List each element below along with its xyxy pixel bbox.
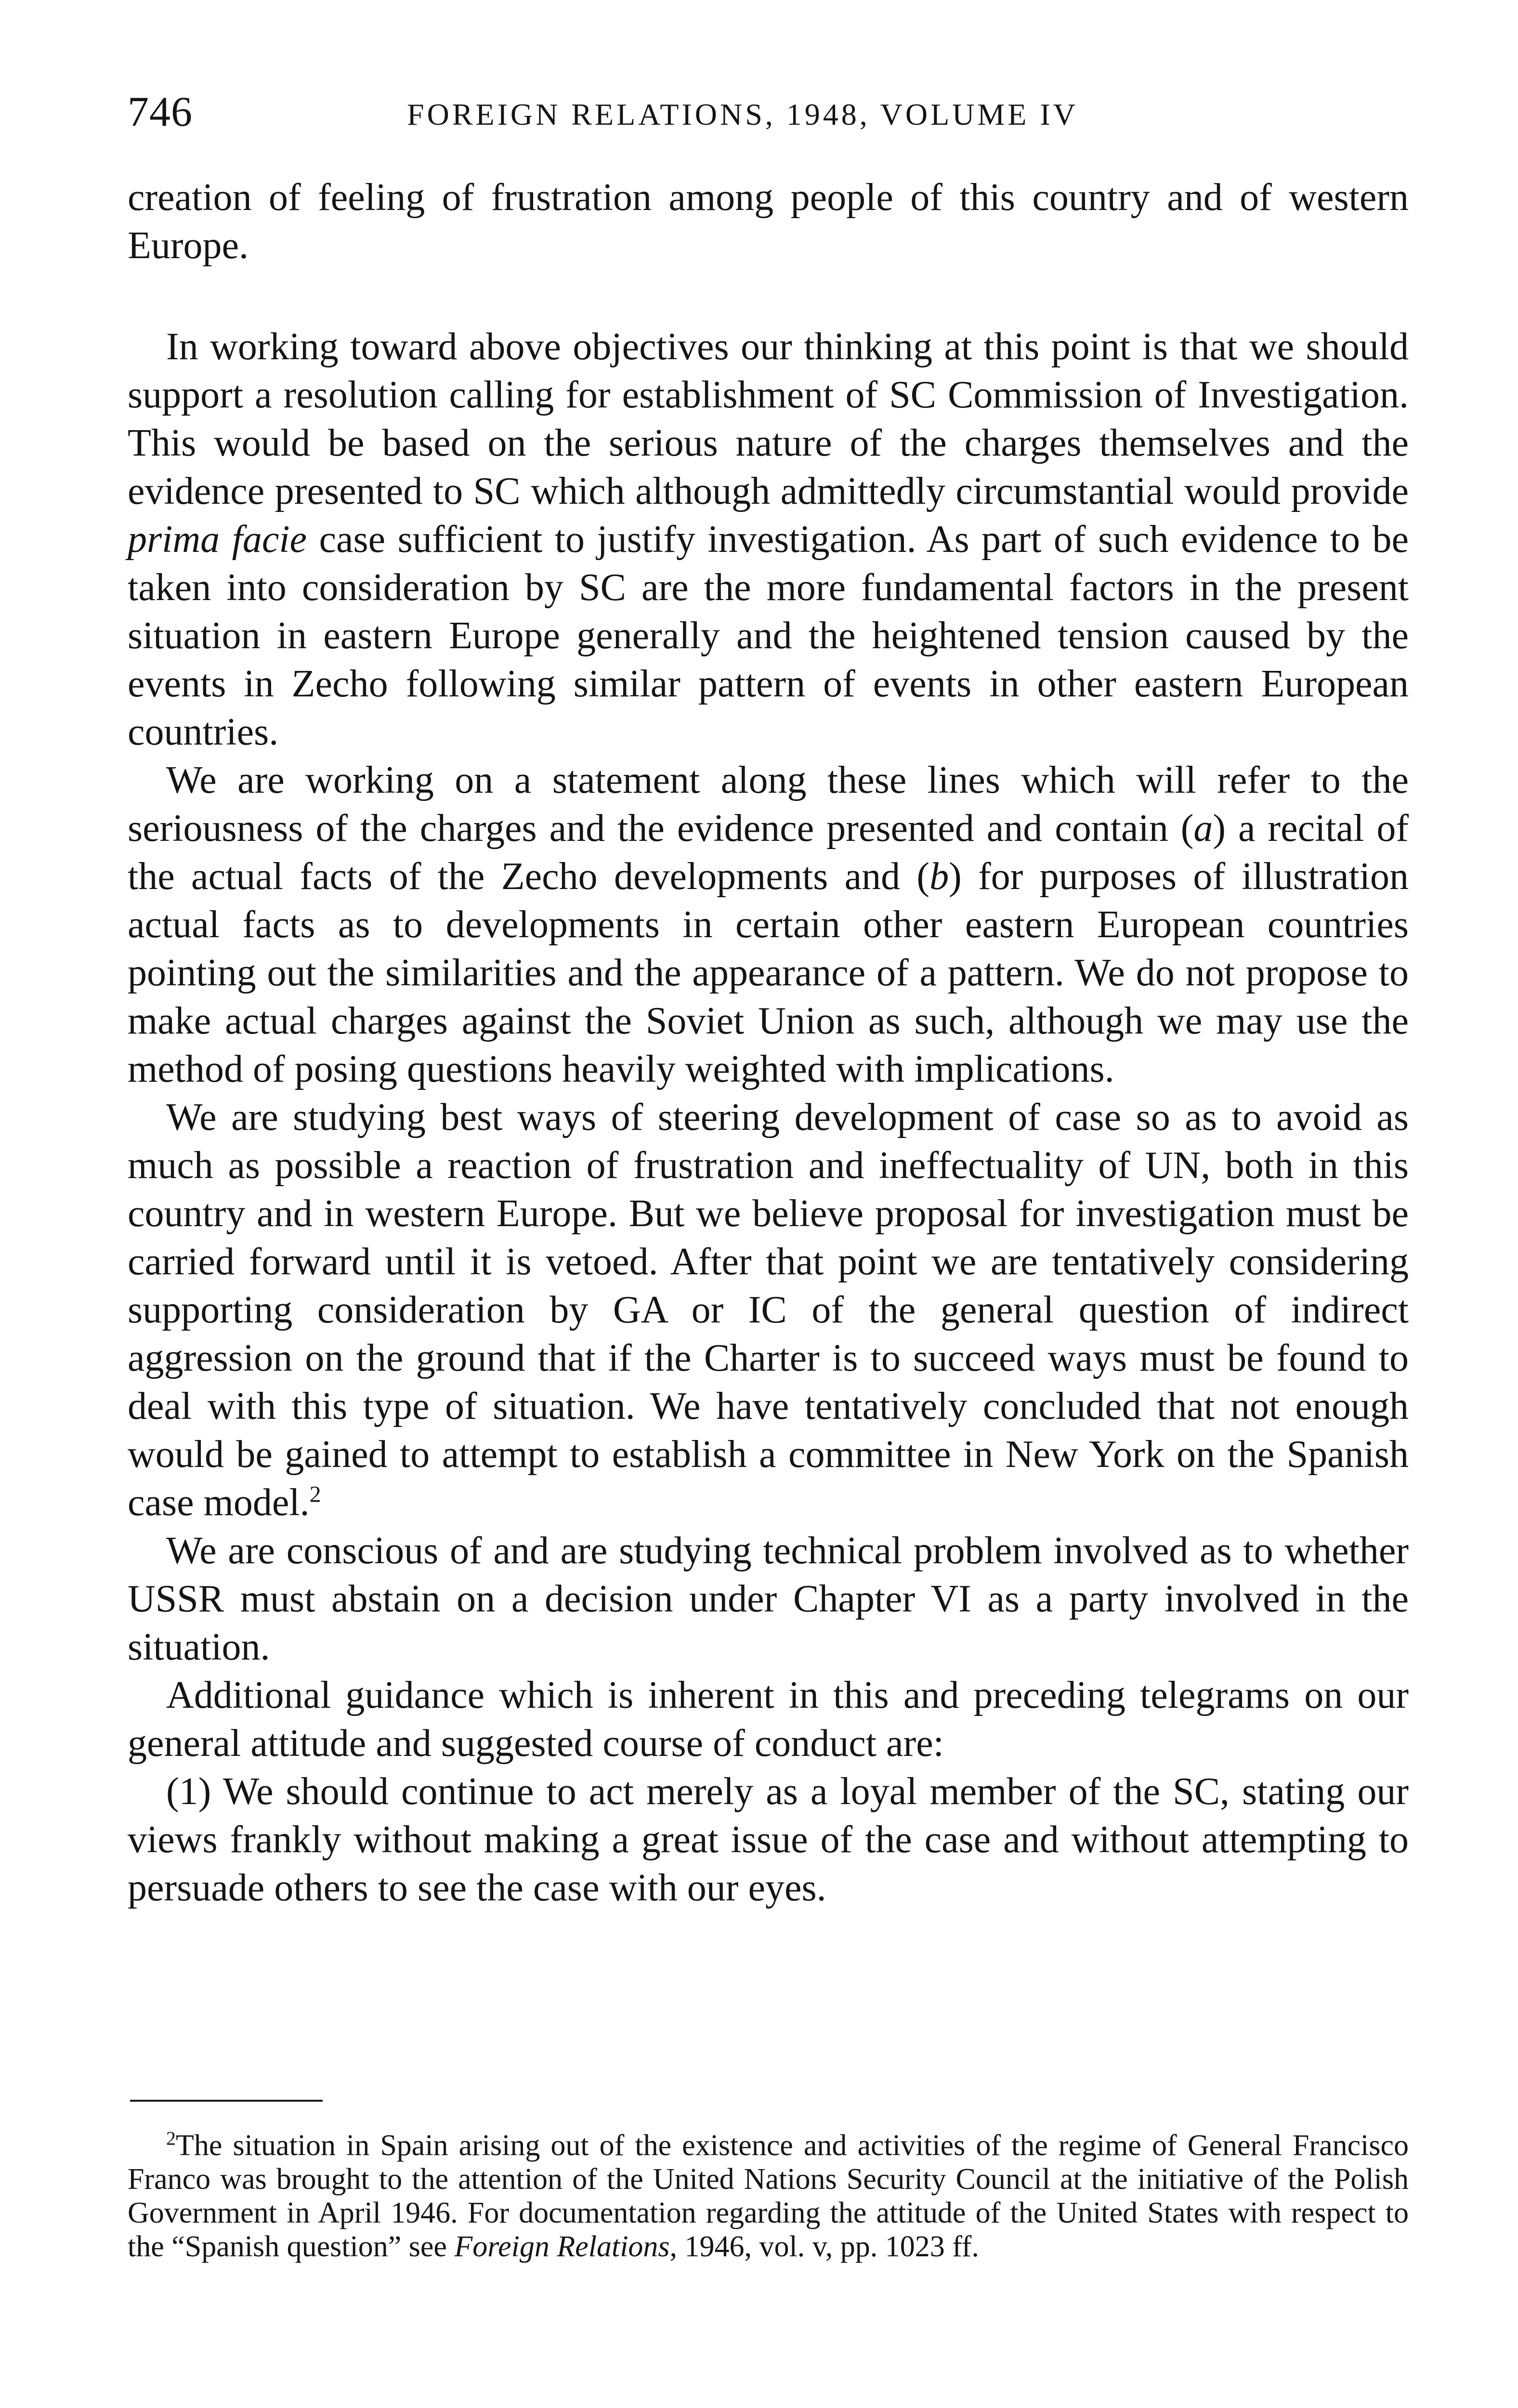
paragraph-text: case sufficient to justify investigation. As part of such evidence to be taken into consideration by SC are the more fundamental factors in the present situation in eastern Europe generally and the heightened tension caused by the events in Zecho following similar pattern of events in other eastern European countries. [128, 518, 1409, 753]
footnote [128, 2129, 1409, 2264]
paragraph-text: ) a recital of the actual facts of the Zecho developments and ( [128, 807, 1409, 898]
paragraph-text: creation of feeling of frustration among people of this country and of western Europe. [128, 176, 1409, 267]
italic-phrase: prima facie [128, 518, 307, 561]
paragraph-item-1 [128, 1767, 1409, 1912]
paragraph-ussr [128, 1527, 1409, 1671]
paragraph-continuation [128, 173, 1409, 270]
paragraph-text: We are working on a statement along these lines which will refer to the seriousness of the charges and the evidence presented and contain ( [128, 759, 1409, 850]
paragraph-text: We are studying best ways of steering development of case so as to avoid as much as possible a reaction of frustration and ineffectuality of UN, both in this country and in western Europe. But we believe proposal for investigation must be carried forward until it is vetoed. After that point we are tentatively considering supporting consideration by GA or IC of the general question of indirect aggression on the ground that if the Charter is to succeed ways must be found to deal with this type of situation. We have tentatively concluded that not enough would be gained to attempt to establish a committee in New York on the Spanish case model. [128, 1096, 1409, 1524]
paragraph-text: ) for purposes of illustration actual facts as to developments in certain other eastern European countries pointing out the similarities and the appearance of a pattern. We do not propose to make actual charges against the Soviet Union as such, although we may use the method of posing questions heavily weighted with implications. [128, 855, 1409, 1090]
paragraph-text: In working toward above objectives our thinking at this point is that we should support a resolution calling for establishment of SC Commission of Investigation. This would be based on the serious nature of the charges themselves and the evidence presented to SC which although admittedly circumstantial would provide [128, 326, 1409, 512]
paragraph-text: We are conscious of and are studying technical problem involved as to whether USSR must abstain on a decision under Chapter VI as a party involved in the situation. [128, 1530, 1409, 1668]
page-number: 746 [128, 89, 193, 135]
footnote-mark: 2 [166, 2127, 176, 2149]
footnote-text: The situation in Spain arising out of the existence and activities of the regime of General Francisco Franco was brought to the attention of the United Nations Security Council at the initiative of the Polish Government in April 1946. For documentation regarding the attitude of the United States with respect to the “Spanish question” see [128, 2129, 1409, 2263]
running-head: FOREIGN RELATIONS, 1948, VOLUME IV [407, 97, 1078, 131]
footnote-divider [130, 2100, 323, 2102]
paragraph-objectives [128, 323, 1409, 756]
italic-letter: a [1193, 807, 1213, 850]
body-text [128, 173, 1409, 1912]
paragraph-statement [128, 756, 1409, 1093]
page-header [128, 86, 1409, 139]
footnote-reference: 2 [309, 1481, 321, 1507]
paragraph-text: Additional guidance which is inherent in this and preceding telegrams on our general attitude and suggested course of conduct are: [128, 1674, 1409, 1765]
paragraph-guidance [128, 1671, 1409, 1767]
footnote-italic-title: Foreign Relations [454, 2230, 670, 2263]
paragraph-steering [128, 1093, 1409, 1527]
footnote-text: , 1946, vol. v, pp. 1023 ff. [669, 2230, 979, 2263]
paragraph-text: (1) We should continue to act merely as a loyal member of the SC, stating our views frankly without making a great issue of the case and without attempting to persuade others to see the case with our eyes. [128, 1770, 1409, 1909]
italic-letter: b [929, 855, 949, 898]
